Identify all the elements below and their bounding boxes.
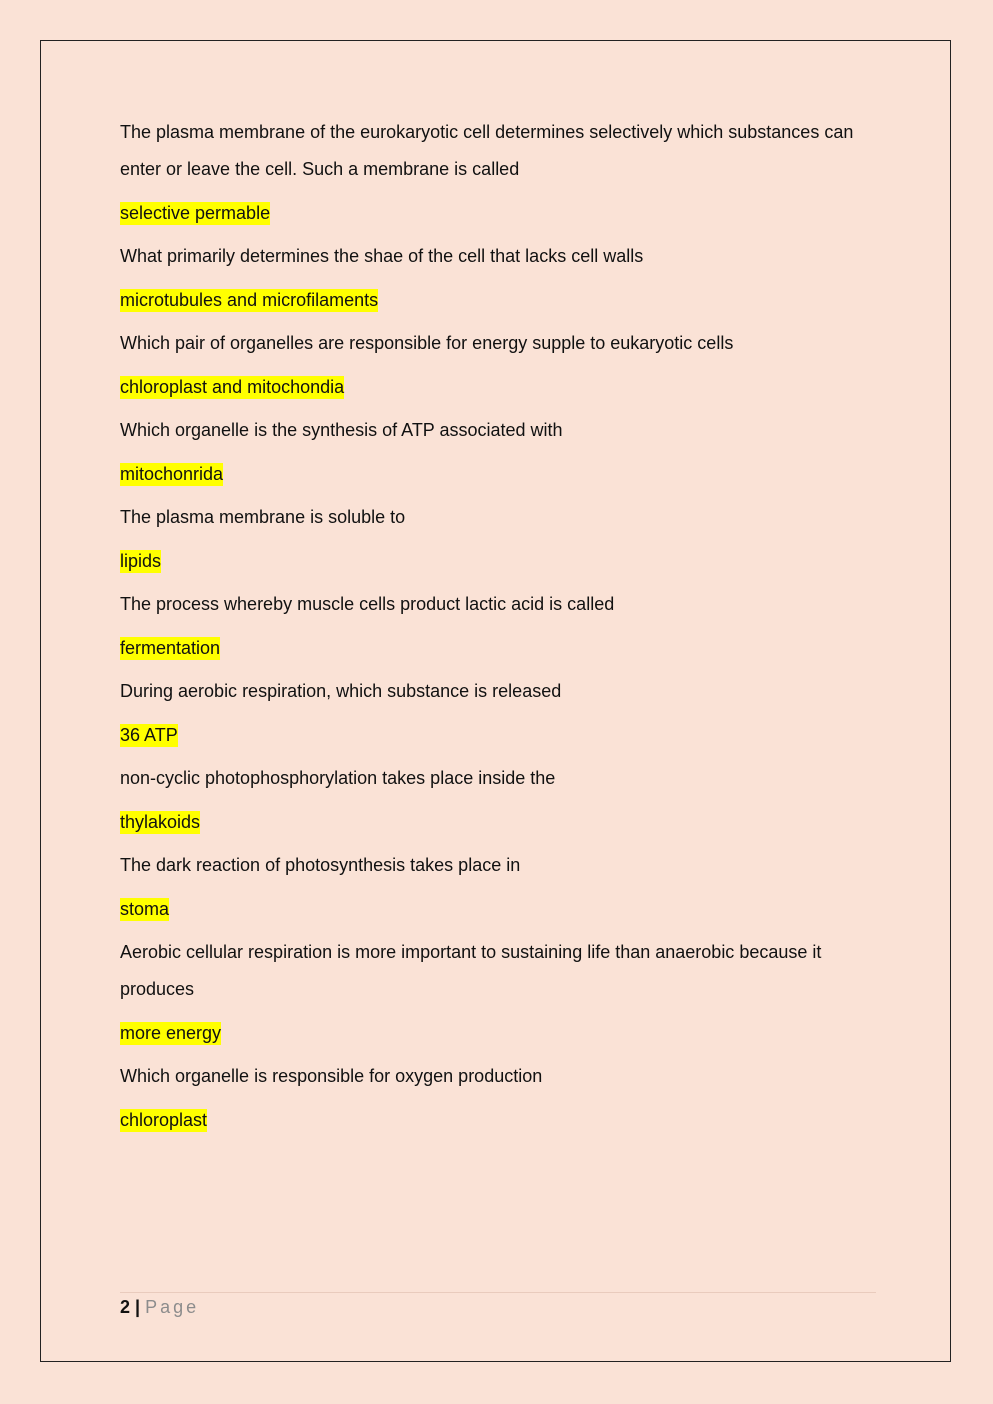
answer-text: lipids: [120, 551, 162, 571]
answer-text: more energy: [120, 1023, 222, 1043]
question-text: Which organelle is responsible for oxygen production: [120, 1066, 543, 1086]
answer-highlight: [120, 549, 876, 573]
answer-text: selective permable: [120, 203, 271, 223]
question-text: The plasma membrane of the eurokaryotic cell determines selectively which substances can enter or leave the cell. Such a membrane is called: [120, 122, 854, 179]
page-number: 2: [120, 1297, 131, 1317]
answer-highlight: [120, 1108, 876, 1132]
page-label: Page: [145, 1297, 200, 1317]
answer-text: chloroplast: [120, 1110, 208, 1130]
qa-item: [120, 847, 876, 921]
answer-highlight: [120, 810, 876, 834]
answer-highlight: [120, 897, 876, 921]
answer-text: thylakoids: [120, 812, 201, 832]
answer-highlight: [120, 636, 876, 660]
qa-item: [120, 412, 876, 486]
page-footer: [120, 1292, 876, 1318]
qa-item: [120, 325, 876, 399]
qa-item: [120, 499, 876, 573]
qa-item: [120, 238, 876, 312]
question-text: Aerobic cellular respiration is more important to sustaining life than anaerobic because it produces: [120, 942, 822, 999]
qa-item: [120, 586, 876, 660]
answer-text: microtubules and microfilaments: [120, 290, 379, 310]
answer-text: fermentation: [120, 638, 221, 658]
answer-text: 36 ATP: [120, 725, 178, 745]
question-text: The dark reaction of photosynthesis takes place in: [120, 855, 521, 875]
question-text: Which organelle is the synthesis of ATP associated with: [120, 420, 563, 440]
question-text: The process whereby muscle cells product lactic acid is called: [120, 594, 615, 614]
footer-separator: |: [135, 1297, 141, 1317]
answer-highlight: [120, 201, 876, 225]
answer-text: chloroplast and mitochondia: [120, 377, 345, 397]
qa-item: [120, 1058, 876, 1132]
qa-item: [120, 114, 876, 225]
answer-highlight: [120, 723, 876, 747]
answer-highlight: [120, 1021, 876, 1045]
question-text: non-cyclic photophosphorylation takes place inside the: [120, 768, 556, 788]
question-text: During aerobic respiration, which substance is released: [120, 681, 562, 701]
answer-text: stoma: [120, 899, 170, 919]
answer-text: mitochonrida: [120, 464, 224, 484]
answer-highlight: [120, 462, 876, 486]
answer-highlight: [120, 288, 876, 312]
question-text: Which pair of organelles are responsible for energy supple to eukaryotic cells: [120, 333, 734, 353]
qa-item: [120, 760, 876, 834]
answer-highlight: [120, 375, 876, 399]
qa-item: [120, 934, 876, 1045]
document-body: [120, 114, 876, 1145]
question-text: The plasma membrane is soluble to: [120, 507, 406, 527]
qa-item: [120, 673, 876, 747]
question-text: What primarily determines the shae of the cell that lacks cell walls: [120, 246, 644, 266]
